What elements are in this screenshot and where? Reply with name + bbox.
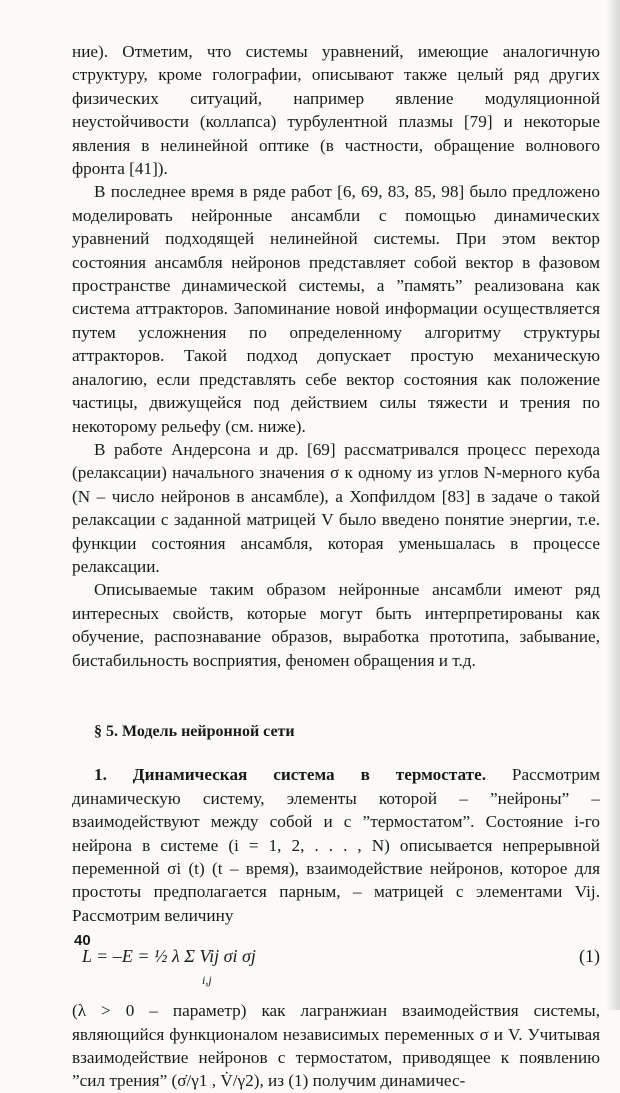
formula-number: (1): [579, 946, 600, 967]
formula-lagrangian: [72, 941, 600, 995]
page-number: 40: [74, 932, 91, 949]
paragraph-properties: Описываемые таким образом нейронные ансамбли имеют ряд интересных свойств, которые могут быть интерпретированы как обучение, распознавание образов, выработка прототипа, забывание, бистабильность восприятия, феномен обращения и т.д.: [72, 580, 600, 670]
page-edge-shadow: [606, 0, 620, 1010]
formula-expression: L = –E = ½ λ Σ Vij σi σj: [82, 946, 256, 967]
subsection-title: 1. Динамическая система в термостате.: [94, 765, 486, 785]
paragraph-recent-work: В последнее время в ряде работ [6, 69, 83, 85, 98] было предложено моделировать нейронные ансамбли с помощью динамических уравнений подходящей нелинейной системы. При этом вектор состояния ансамбля нейронов представляет собой вектор в фазовом пространстве динамической системы, а ”память” реализована как система аттракторов. Запоминание новой информации осуществляется путем усложнения по определенному алгоритму структуры аттракторов. Такой подход допускает простую механическую аналогию, если представлять себе вектор состояния как положение частицы, движущейся под действием силы тяжести и трения по некоторому рельефу (см. ниже).: [72, 182, 600, 436]
page-body: [72, 40, 600, 1093]
paragraph-intro: ние). Отметим, что системы уравнений, имеющие аналогичную структуру, кроме голографии, описывают также целый ряд других физических ситуаций, например явление модуляционной неустойчивости (коллапса) турбулентной плазмы [79] и некоторые явления в нелинейной оптике (в частности, обращение волнового фронта [41]).: [72, 42, 600, 179]
section-heading: § 5. Модель нейронной сети: [94, 722, 295, 740]
formula-sum-index: i,j: [202, 973, 212, 988]
subsection-text: Рассмотрим динамическую систему, элементы которой – ”нейроны” – взаимодействуют между собой и с ”термостатом”. Состояние i-го нейрона в системе (i = 1, 2, . . . , N) описывается непрерывной переменной σi (t) (t – время), взаимодействие нейронов, которое для простоты предполагается парным, – матрицей с элементами Vij. Рассмотрим величину: [72, 765, 600, 925]
paragraph-anderson-hopfield: В работе Андерсона и др. [69] рассматривался процесс перехода (релаксации) начального значения σ к одному из углов N-мерного куба (N – число нейронов в ансамбле), а Хопфилдом [83] в задаче о такой релаксации с заданной матрицей V было введено понятие энергии, т.е. функции состояния ансамбля, которая уменьшалась в процессе релаксации.: [72, 439, 600, 576]
paragraph-after-formula: (λ > 0 – параметр) как лагранжиан взаимодействия системы, являющийся функционалом независимых переменных σ и V. Учитывая взаимодействие нейронов с термостатом, приводящее к появлению ”сил трения” (σ̇/γ1 , V̇/γ2), из (1) получим динамичес-: [72, 1001, 600, 1091]
paragraph-subsection: [72, 763, 600, 927]
